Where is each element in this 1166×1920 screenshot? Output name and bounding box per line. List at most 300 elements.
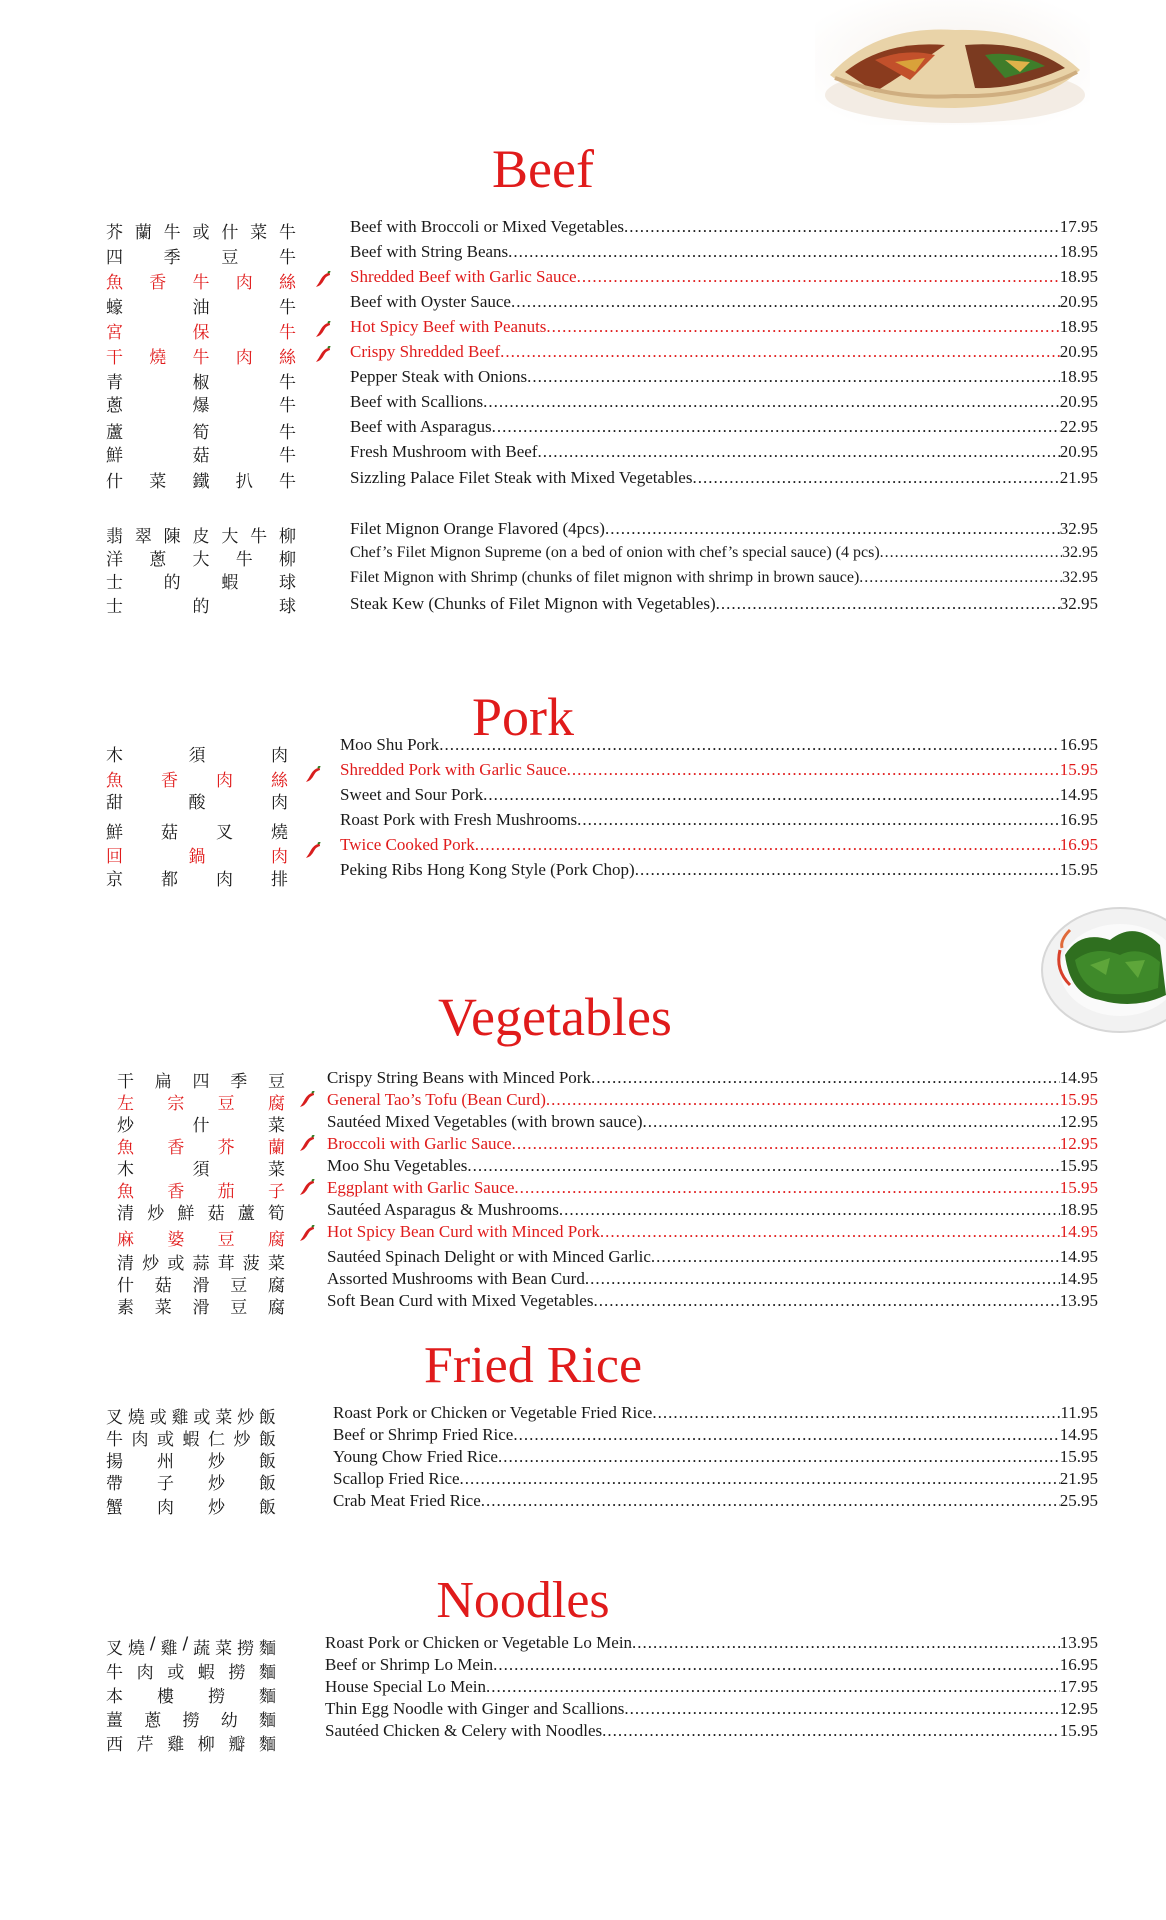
fried-rice-section-title: Fried Rice — [423, 1337, 643, 1394]
leader-dots — [500, 342, 1060, 362]
cn-character: 雞 — [167, 1735, 185, 1755]
cn-character: 牛 — [192, 348, 210, 368]
dish-price: 12.95 — [1059, 1699, 1098, 1718]
dish-price: 14.95 — [1059, 1222, 1098, 1241]
cn-character: 燒 — [149, 348, 167, 368]
cn-character: 什 — [106, 472, 123, 492]
cn-dish-name — [106, 243, 296, 268]
menu-item — [350, 544, 1098, 562]
cn-character: 爆 — [192, 396, 210, 416]
wrap-dish-photo — [815, 0, 1090, 125]
leader-dots — [585, 1269, 1060, 1289]
cn-character: 蝦 — [221, 573, 239, 593]
cn-character: 豆 — [230, 1298, 248, 1318]
dish-name: General Tao’s Tofu (Bean Curd) — [327, 1090, 546, 1109]
leader-dots — [605, 519, 1060, 539]
cn-dish-name — [106, 522, 296, 547]
cn-dish-name — [106, 1682, 276, 1707]
cn-character: 菜 — [215, 1408, 233, 1428]
menu-item — [340, 735, 1098, 755]
cn-character: 飯 — [258, 1408, 276, 1428]
chili-pepper-icon — [304, 842, 322, 860]
dish-price: 21.95 — [1059, 468, 1098, 487]
dish-name: House Special Lo Mein — [325, 1677, 486, 1696]
dish-price: 15.95 — [1059, 1178, 1098, 1197]
dish-name: Roast Pork or Chicken or Vegetable Lo Mein — [325, 1633, 633, 1652]
cn-character: 飯 — [259, 1498, 276, 1518]
cn-character: 腐 — [268, 1298, 285, 1318]
cn-character: 須 — [188, 746, 206, 766]
leader-dots — [624, 217, 1060, 237]
cn-character: 魚 — [117, 1138, 134, 1158]
cn-character: 椒 — [192, 373, 210, 393]
leader-dots — [692, 468, 1059, 488]
cn-character: 麵 — [258, 1735, 276, 1755]
cn-character: 或 — [167, 1254, 185, 1274]
menu-item-spicy — [327, 1178, 1098, 1198]
dish-name: Moo Shu Pork — [340, 735, 440, 754]
cn-character: 菜 — [149, 472, 167, 492]
cn-character: 芥 — [106, 223, 123, 243]
cn-character: 或 — [167, 1663, 185, 1683]
dish-name: Chef’s Filet Mignon Supreme (on a bed of onion with chef’s special sauce) (4 pcs) — [350, 544, 880, 561]
cn-dish-name — [106, 592, 296, 617]
cn-character: 翡 — [106, 527, 123, 547]
dish-name: Crispy Shredded Beef — [350, 342, 501, 361]
cn-character: 木 — [117, 1160, 134, 1180]
menu-item — [350, 519, 1098, 539]
cn-character: 蔥 — [106, 396, 123, 416]
cn-character: 木 — [106, 746, 123, 766]
cn-character: 炒 — [117, 1116, 134, 1136]
cn-character: 麵 — [259, 1687, 276, 1707]
cn-dish-name — [106, 741, 288, 766]
menu-item — [350, 569, 1098, 587]
dish-price: 20.95 — [1059, 392, 1098, 411]
cn-character: 宗 — [167, 1094, 185, 1114]
dish-price: 20.95 — [1059, 292, 1098, 311]
dish-price: 17.95 — [1059, 217, 1098, 236]
cn-dish-name — [106, 293, 296, 318]
cn-character: 牛 — [279, 373, 296, 393]
leader-dots — [514, 1178, 1059, 1198]
cn-character: 蔬 — [193, 1639, 211, 1659]
cn-character: 菜 — [215, 1639, 233, 1659]
leader-dots — [481, 1491, 1060, 1511]
menu-item — [325, 1677, 1098, 1697]
cn-character: 子 — [267, 1182, 285, 1202]
dish-price: 15.95 — [1059, 760, 1098, 779]
leader-dots — [511, 292, 1060, 312]
cn-character: 帶 — [106, 1474, 123, 1494]
cn-character: 大 — [221, 527, 239, 547]
dish-price: 22.95 — [1059, 417, 1098, 436]
cn-character: 素 — [117, 1298, 134, 1318]
cn-character: 季 — [163, 248, 181, 268]
dish-name: Broccoli with Garlic Sauce — [327, 1134, 512, 1153]
leader-dots — [486, 1677, 1060, 1697]
cn-dish-name — [106, 1493, 276, 1518]
cn-character: 州 — [157, 1452, 174, 1472]
cn-character: 鮮 — [106, 823, 123, 843]
cn-character: 肉 — [271, 746, 288, 766]
dish-name: Sautéed Mixed Vegetables (with brown sauce) — [327, 1112, 643, 1131]
menu-item — [327, 1156, 1098, 1176]
cn-dish-name — [106, 368, 296, 393]
cn-character: 蝦 — [182, 1430, 200, 1450]
dish-price: 12.95 — [1059, 1134, 1098, 1153]
dish-price: 32.95 — [1059, 519, 1098, 538]
menu-item — [327, 1247, 1098, 1267]
leader-dots — [567, 760, 1060, 780]
menu-item — [350, 217, 1098, 237]
menu-item — [327, 1068, 1098, 1088]
dish-price: 32.95 — [1062, 569, 1098, 586]
cn-character: 肉 — [271, 847, 288, 867]
dish-price: 21.95 — [1059, 1469, 1098, 1488]
dish-name: Shredded Beef with Garlic Sauce — [350, 267, 577, 286]
cn-character: 豆 — [217, 1230, 235, 1250]
chili-pepper-icon — [298, 1179, 316, 1197]
cn-character: 季 — [230, 1072, 248, 1092]
dish-name: Soft Bean Curd with Mixed Vegetables — [327, 1291, 594, 1310]
cn-character: 仁 — [208, 1430, 225, 1450]
cn-character: 子 — [157, 1474, 174, 1494]
cn-dish-name — [117, 1293, 285, 1318]
cn-dish-name — [117, 1199, 285, 1224]
dish-name: Young Chow Fried Rice — [333, 1447, 498, 1466]
menu-item — [350, 292, 1098, 312]
cn-character: 蔥 — [149, 550, 167, 570]
beef-section-title: Beef — [492, 139, 594, 199]
cn-character: 炒 — [208, 1474, 225, 1494]
cn-character: 菇 — [207, 1204, 225, 1224]
cn-character: 蠔 — [106, 298, 123, 318]
cn-character: 菜 — [154, 1298, 172, 1318]
leader-dots — [716, 594, 1060, 614]
dish-name: Filet Mignon Orange Flavored (4pcs) — [350, 519, 605, 538]
dish-price: 13.95 — [1059, 1291, 1098, 1310]
menu-item-spicy — [340, 835, 1098, 855]
cn-character: 陳 — [163, 527, 181, 547]
menu-item — [333, 1447, 1098, 1467]
leader-dots — [859, 569, 1062, 587]
cn-character: 牛 — [163, 223, 181, 243]
noodles-section-title: Noodles — [436, 1572, 610, 1629]
cn-character: 回 — [106, 847, 123, 867]
cn-character: 飯 — [259, 1430, 276, 1450]
leader-dots — [460, 1469, 1060, 1489]
cn-character: 炒 — [208, 1452, 225, 1472]
cn-dish-name — [106, 268, 296, 293]
cn-character: 菠 — [242, 1254, 260, 1274]
cn-character: 牛 — [106, 1430, 123, 1450]
cn-character: 肉 — [216, 870, 233, 890]
dish-price: 18.95 — [1059, 367, 1098, 386]
menu-item — [350, 594, 1098, 614]
cn-character: 四 — [106, 248, 123, 268]
cn-character: 麵 — [258, 1663, 276, 1683]
dish-name: Sweet and Sour Pork — [340, 785, 484, 804]
menu-item — [350, 417, 1098, 437]
menu-item — [340, 860, 1098, 880]
cn-character: 菇 — [161, 823, 178, 843]
menu-item — [340, 785, 1098, 805]
cn-character: 蘆 — [106, 423, 123, 443]
dish-price: 18.95 — [1059, 242, 1098, 261]
dish-name: Beef with Oyster Sauce — [350, 292, 511, 311]
dish-price: 18.95 — [1059, 1200, 1098, 1219]
leader-dots — [652, 1403, 1060, 1423]
dish-name: Beef or Shrimp Fried Rice — [333, 1425, 514, 1444]
menu-item-spicy — [327, 1090, 1098, 1110]
dish-price: 20.95 — [1059, 442, 1098, 461]
cn-character: 蟹 — [106, 1498, 123, 1518]
leader-dots — [493, 1655, 1060, 1675]
cn-character: 撈 — [228, 1663, 246, 1683]
leader-dots — [577, 810, 1060, 830]
cn-character: 蘭 — [267, 1138, 285, 1158]
dish-name: Sautéed Asparagus & Mushrooms — [327, 1200, 559, 1219]
menu-item — [333, 1403, 1098, 1423]
leader-dots — [600, 1222, 1060, 1242]
dish-name: Crispy String Beans with Minced Pork — [327, 1068, 591, 1087]
cn-character: 雞 — [160, 1639, 178, 1659]
cn-character: 薑 — [106, 1711, 123, 1731]
menu-item — [350, 242, 1098, 262]
cn-character: 牛 — [106, 1663, 123, 1683]
chili-pepper-icon — [314, 346, 332, 364]
dish-price: 14.95 — [1059, 1269, 1098, 1288]
cn-character: 球 — [279, 597, 296, 617]
cn-dish-name — [106, 865, 288, 890]
dish-name: Pepper Steak with Onions — [350, 367, 528, 386]
chili-pepper-icon — [304, 766, 322, 784]
menu-item — [325, 1721, 1098, 1741]
menu-item — [327, 1200, 1098, 1220]
leader-dots — [593, 1291, 1059, 1311]
cn-character: 青 — [106, 373, 123, 393]
cn-dish-name — [106, 1658, 276, 1683]
cn-character: 香 — [167, 1182, 185, 1202]
cn-character: 燒 — [271, 823, 288, 843]
cn-character: 撈 — [182, 1711, 200, 1731]
dish-price: 16.95 — [1059, 810, 1098, 829]
cn-character: 炒 — [142, 1254, 160, 1274]
dish-name: Eggplant with Garlic Sauce — [327, 1178, 515, 1197]
cn-character: 士 — [106, 573, 123, 593]
cn-character: 大 — [192, 550, 210, 570]
cn-character: 什 — [221, 223, 239, 243]
dish-price: 16.95 — [1059, 835, 1098, 854]
dish-name: Roast Pork with Fresh Mushrooms — [340, 810, 578, 829]
leader-dots — [880, 544, 1062, 562]
cn-character: 燒 — [127, 1408, 145, 1428]
chili-pepper-icon — [314, 321, 332, 339]
cn-character: 肉 — [136, 1663, 154, 1683]
dish-price: 18.95 — [1059, 317, 1098, 336]
dish-price: 17.95 — [1059, 1677, 1098, 1696]
cn-character: 牛 — [279, 298, 296, 318]
cn-character: 油 — [192, 298, 210, 318]
cn-character: / — [182, 1634, 189, 1654]
leader-dots — [483, 392, 1060, 412]
cn-character: 飯 — [259, 1452, 276, 1472]
dish-price: 11.95 — [1060, 1403, 1098, 1422]
cn-character: 皮 — [192, 527, 210, 547]
cn-character: 炒 — [237, 1408, 255, 1428]
dish-price: 14.95 — [1059, 1425, 1098, 1444]
cn-character: 幼 — [220, 1711, 238, 1731]
dish-price: 15.95 — [1059, 1447, 1098, 1466]
cn-dish-name — [106, 788, 288, 813]
cn-character: 瓣 — [228, 1735, 246, 1755]
cn-character: 士 — [106, 597, 123, 617]
dish-name: Assorted Mushrooms with Bean Curd — [327, 1269, 585, 1288]
cn-character: 叉 — [106, 1408, 123, 1428]
dish-name: Filet Mignon with Shrimp (chunks of filet mignon with shrimp in brown sauce) — [350, 569, 860, 586]
cn-character: 豆 — [268, 1072, 285, 1092]
leader-dots — [591, 1068, 1060, 1088]
cn-character: 蘆 — [237, 1204, 255, 1224]
cn-character: 筍 — [267, 1204, 285, 1224]
dish-price: 13.95 — [1059, 1633, 1098, 1652]
cn-character: 牛 — [192, 273, 210, 293]
menu-item — [333, 1491, 1098, 1511]
leader-dots — [475, 835, 1060, 855]
cn-character: 香 — [161, 771, 178, 791]
dish-name: Beef with Broccoli or Mixed Vegetables — [350, 217, 624, 236]
dish-name: Fresh Mushroom with Beef — [350, 442, 538, 461]
cn-character: 魚 — [117, 1182, 134, 1202]
cn-character: 豆 — [217, 1094, 235, 1114]
dish-name: Shredded Pork with Garlic Sauce — [340, 760, 567, 779]
dish-price: 16.95 — [1059, 1655, 1098, 1674]
cn-character: 茄 — [217, 1182, 235, 1202]
menu-item-spicy — [327, 1134, 1098, 1154]
cn-character: 菜 — [250, 223, 268, 243]
dish-price: 32.95 — [1062, 544, 1098, 561]
cn-character: 婆 — [167, 1230, 185, 1250]
cn-character: 菜 — [267, 1254, 285, 1274]
cn-character: 菜 — [268, 1116, 285, 1136]
leader-dots — [559, 1200, 1060, 1220]
cn-character: 腐 — [267, 1094, 285, 1114]
cn-character: 筍 — [192, 423, 210, 443]
cn-character: 豆 — [230, 1276, 248, 1296]
cn-character: 牛 — [235, 550, 253, 570]
cn-character: 柳 — [197, 1735, 215, 1755]
cn-dish-name — [106, 318, 296, 343]
cn-dish-name — [106, 391, 296, 416]
cn-dish-name — [106, 818, 288, 843]
dish-name: Moo Shu Vegetables — [327, 1156, 468, 1175]
cn-character: 的 — [192, 597, 210, 617]
leader-dots — [643, 1112, 1060, 1132]
menu-item — [333, 1469, 1098, 1489]
dish-price: 14.95 — [1059, 785, 1098, 804]
cn-character: 絲 — [279, 348, 296, 368]
cn-character: 宮 — [106, 323, 123, 343]
cn-character: 菇 — [192, 446, 210, 466]
cn-character: 球 — [278, 573, 296, 593]
cn-character: 飯 — [259, 1474, 276, 1494]
cn-dish-name — [106, 218, 296, 243]
cn-character: 絲 — [271, 771, 288, 791]
leader-dots — [483, 785, 1060, 805]
dish-price: 14.95 — [1059, 1247, 1098, 1266]
cn-character: 柳 — [279, 550, 296, 570]
cn-character: 滑 — [192, 1276, 210, 1296]
leader-dots — [546, 1090, 1060, 1110]
cn-character: 或 — [193, 1408, 211, 1428]
menu-item-spicy — [350, 342, 1098, 362]
cn-character: 須 — [192, 1160, 210, 1180]
leader-dots — [577, 267, 1060, 287]
leader-dots — [602, 1721, 1060, 1741]
leader-dots — [498, 1447, 1060, 1467]
cn-character: 腐 — [268, 1276, 285, 1296]
cn-character: 西 — [106, 1735, 123, 1755]
cn-dish-name — [106, 1469, 276, 1494]
cn-character: 肉 — [271, 793, 288, 813]
cn-character: / — [149, 1634, 156, 1654]
cn-character: 牛 — [278, 248, 296, 268]
cn-character: 麵 — [259, 1711, 276, 1731]
cn-character: 翠 — [134, 527, 152, 547]
leader-dots — [632, 1633, 1060, 1653]
dish-price: 18.95 — [1059, 267, 1098, 286]
dish-name: Beef with Scallions — [350, 392, 484, 411]
cn-character: 雞 — [171, 1408, 189, 1428]
pork-section-title: Pork — [471, 687, 574, 747]
cn-character: 肉 — [157, 1498, 174, 1518]
dish-price: 15.95 — [1059, 860, 1098, 879]
cn-character: 蘭 — [134, 223, 152, 243]
dish-price: 16.95 — [1059, 735, 1098, 754]
leader-dots — [467, 1156, 1059, 1176]
dish-price: 12.95 — [1059, 1112, 1098, 1131]
cn-dish-name — [106, 1634, 276, 1659]
leader-dots — [512, 1134, 1060, 1154]
menu-item-spicy — [327, 1222, 1098, 1242]
cn-character: 或 — [157, 1430, 174, 1450]
cn-character: 鍋 — [188, 847, 206, 867]
dish-name: Scallop Fried Rice — [333, 1469, 460, 1488]
cn-character: 牛 — [278, 223, 296, 243]
cn-character: 肉 — [235, 348, 253, 368]
dish-name: Twice Cooked Pork — [340, 835, 475, 854]
cn-dish-name — [106, 343, 296, 368]
cn-character: 肉 — [235, 273, 253, 293]
cn-character: 鮮 — [177, 1204, 195, 1224]
menu-item — [350, 442, 1098, 462]
dish-price: 14.95 — [1059, 1068, 1098, 1087]
cn-character: 京 — [106, 870, 123, 890]
cn-character: 芥 — [217, 1138, 235, 1158]
cn-character: 清 — [117, 1204, 134, 1224]
dish-name: Sautéed Chicken & Celery with Noodles — [325, 1721, 603, 1740]
dish-name: Peking Ribs Hong Kong Style (Pork Chop) — [340, 860, 635, 879]
dish-name: Sizzling Palace Filet Steak with Mixed Vegetables — [350, 468, 693, 487]
cn-character: 樓 — [157, 1687, 174, 1707]
leader-dots — [624, 1699, 1059, 1719]
dish-name: Beef or Shrimp Lo Mein — [325, 1655, 494, 1674]
cn-character: 蒜 — [192, 1254, 210, 1274]
cn-character: 鮮 — [106, 446, 123, 466]
cn-character: 香 — [149, 273, 167, 293]
cn-character: 本 — [106, 1687, 123, 1707]
